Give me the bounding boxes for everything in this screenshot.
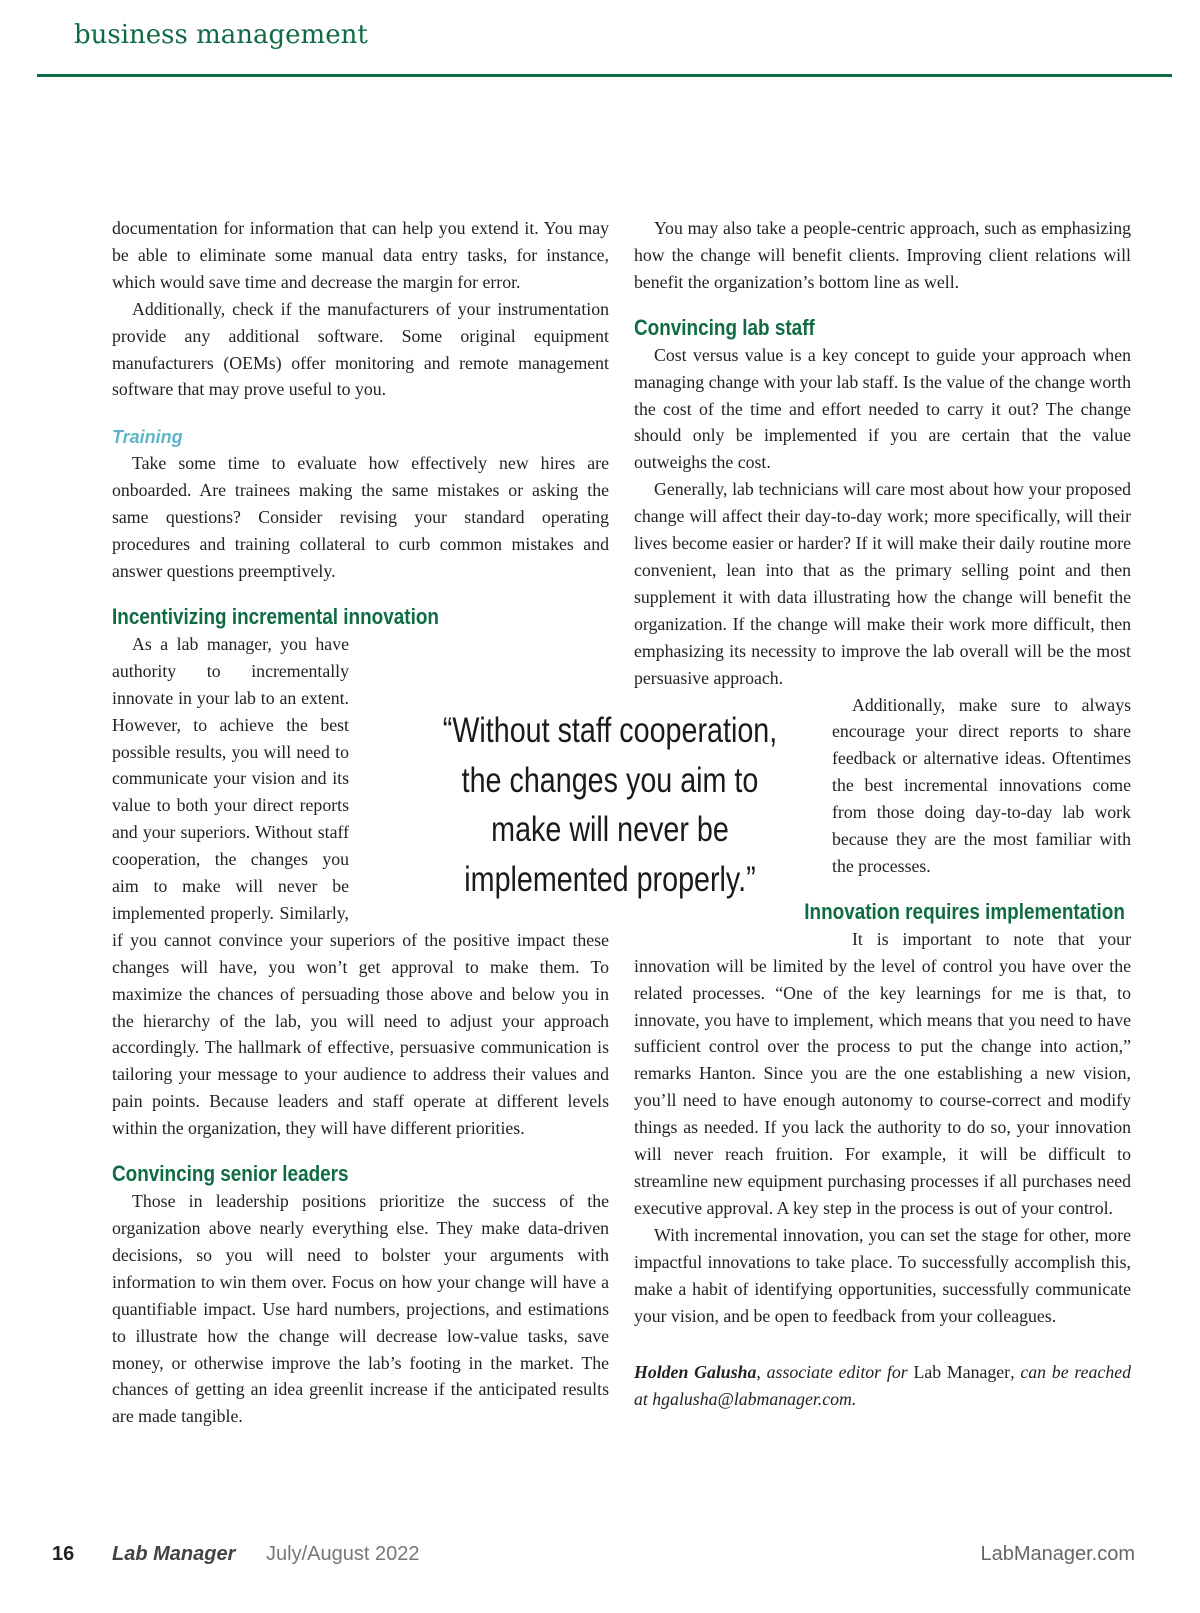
- training-heading: Training: [112, 427, 183, 448]
- paragraph: Additionally, make sure to always encourage your direct reports to share feedback or alternative ideas. Oftentimes the best incremental innovations come from those doing day-to-day lab work because they are the most familiar with the processes.: [832, 694, 1131, 876]
- pull-quote: “Without staff cooperation, the changes you aim to make will never be implemented properly.”: [442, 711, 778, 899]
- paragraph: Additionally, check if the manufacturers of your instrumentation provide any additional software. Some original equipment manufacturers (OEMs) offer monitoring and remote management software that may prove useful to you.: [112, 298, 609, 400]
- lab-staff-heading: Convincing lab staff: [634, 314, 815, 340]
- paragraph: Take some time to evaluate how effectively new hires are onboarded. Are trainees making the same mistakes or asking the same questions? Consider revising your standard operating procedures and training collateral to curb common mistakes and answer questions preemptively.: [112, 453, 609, 581]
- paragraph: As a lab manager, you have authority to incrementally innovate in your lab to an extent. However, to achieve the best possible results, you will need to communicate your vision and its value to both your direct reports and your superiors. Without staff cooperation, the changes you aim to make will never be implemented properly. Similarly, if you cannot convince your superiors of the positive impact these changes will have, you won’t get approval to make them. To maximize the chances of persuading those above and below you in the hierarchy of the lab, you will need to adjust your approach accordingly. The hallmark of effective, persuasive communication is tailoring your message to your audience to address their values and pain points. Because leaders and staff operate at different levels within the organization, they will have different priorities.: [112, 633, 609, 1139]
- paragraph: Generally, lab technicians will care most about how your proposed change will affect their day-to-day work; more specifically, will their lives become easier or harder? If it will make their daily routine more convenient, lean into that as the primary selling point and then supplement it with data illustrating how the change will benefit the organization. If the change will make their work more difficult, then emphasizing its necessity to improve the lab overall will be the most persuasive approach.: [634, 479, 1131, 688]
- author-role: , associate editor for: [756, 1362, 914, 1383]
- paragraph: documentation for information that can help you extend it. You may be able to eliminate some manual data entry tasks, for instance, which would save time and decrease the margin for error.: [112, 218, 609, 292]
- paragraph: You may also take a people-centric approach, such as emphasizing how the change will benefit clients. Improving client relations will benefit the organization’s bottom line as well.: [634, 218, 1131, 292]
- page-number: 16: [52, 1543, 75, 1565]
- paragraph: Those in leadership positions prioritize the success of the organization above nearly everything else. They make data-driven decisions, so you will need to bolster your arguments with information to win them over. Focus on how your change will have a quantifiable impact. Use hard numbers, projections, and estimations to illustrate how the change will decrease low-value tasks, save money, or otherwise improve the lab’s footing in the market. The chances of getting an idea greenlit increase if the anticipated results are made tangible.: [112, 1191, 609, 1427]
- implementation-heading: Innovation requires implementation: [804, 898, 1125, 924]
- header-rule: [37, 74, 1172, 77]
- senior-leaders-heading: Convincing senior leaders: [112, 1161, 349, 1187]
- paragraph: Cost versus value is a key concept to guide your approach when managing change with your lab staff. Is the value of the change worth the cost of the time and effort needed to carry it out? The change should only be implemented if you are certain that the value outweighs the cost.: [634, 344, 1131, 473]
- website-link[interactable]: LabManager.com: [980, 1543, 1135, 1565]
- paragraph: It is important to note that your innovation will be limited by the level of control you have over the related processes. “One of the key learnings for me is that, to innovate, you have to implement, which means that you need to have sufficient control over the process to put the change into action,” remarks Hanton. Since you are the one establishing a new vision, you’ll need to have enough autonomy to course-correct and modify things as needed. If you lack the authority to do so, your innovation will never reach fruition. For example, it will be difficult to streamline new equipment purchasing processes if all purchases need executive approval. A key step in the process is out of your control.: [634, 928, 1131, 1218]
- paragraph: With incremental innovation, you can set the stage for other, more impactful innovations to take place. To successfully accomplish this, make a habit of identifying opportunities, successfully communicate your vision, and be open to feedback from your colleagues.: [634, 1224, 1131, 1326]
- issue-date: July/August 2022: [266, 1543, 420, 1565]
- incentivizing-heading: Incentivizing incremental innovation: [112, 603, 439, 629]
- magazine-name: Lab Manager: [913, 1362, 1011, 1383]
- author-byline: [634, 1359, 1131, 1413]
- author-contact: , can be reached at hgalusha@labmanager.com.: [634, 1362, 1131, 1410]
- author-name: Holden Galusha: [634, 1362, 757, 1383]
- section-header: business management: [74, 20, 368, 50]
- magazine-brand: Lab Manager: [112, 1543, 236, 1565]
